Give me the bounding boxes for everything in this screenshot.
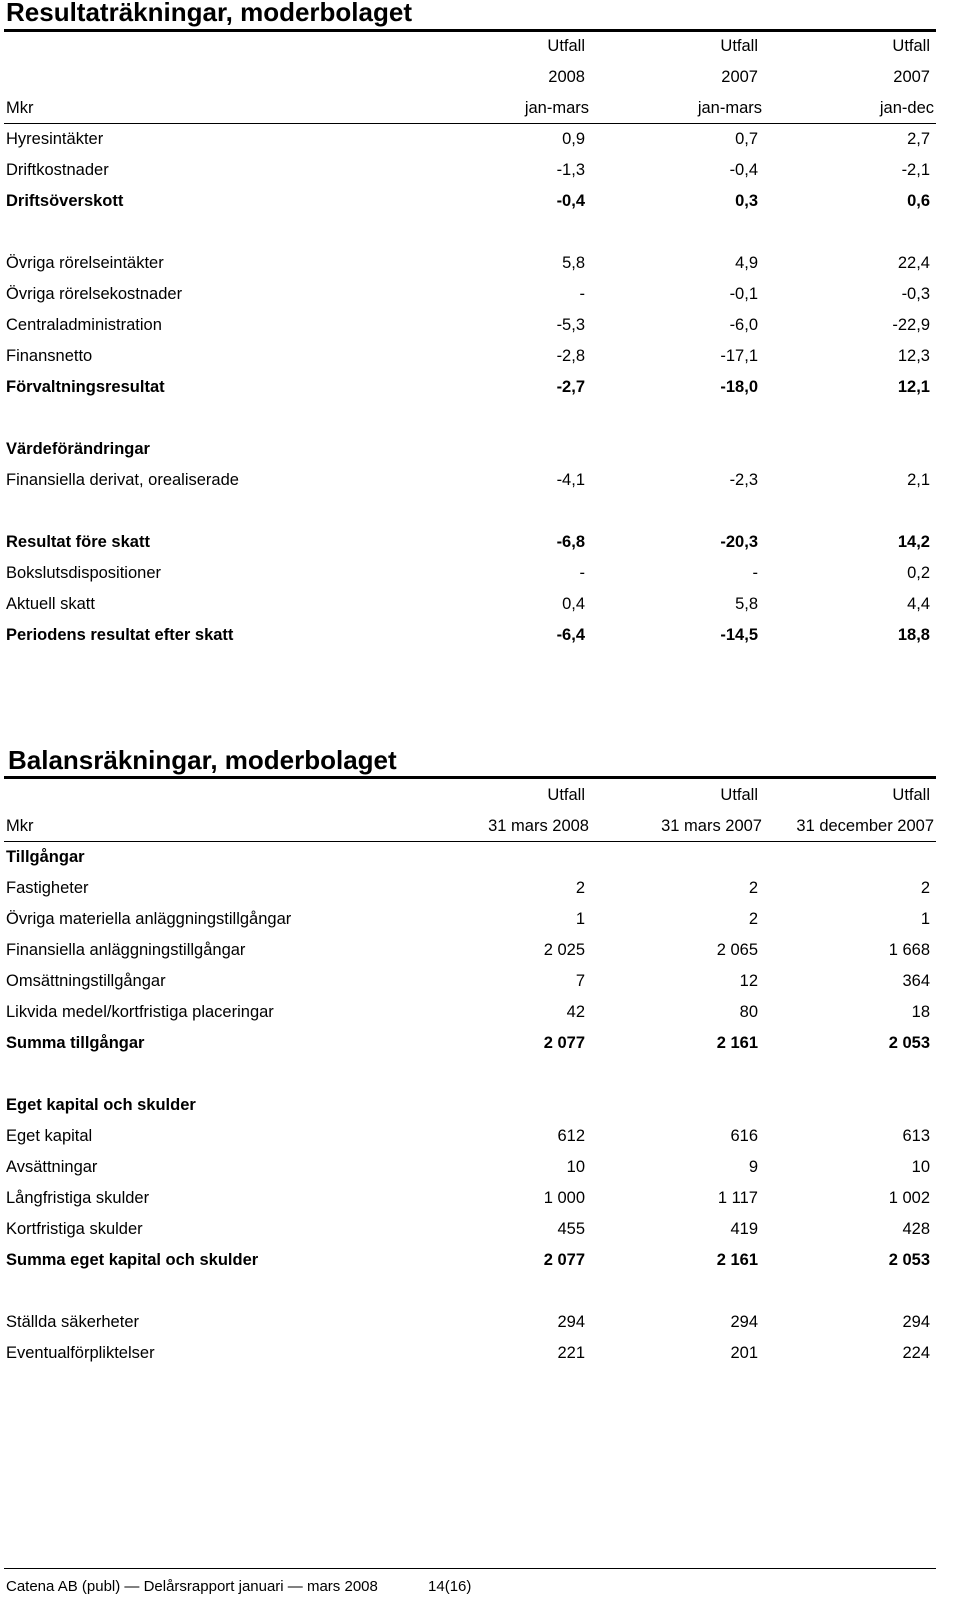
cell: 2 161 [716,1251,758,1269]
cell: 1 [575,910,585,928]
row-label: Långfristiga skulder [6,1189,150,1207]
header-cell: jan-dec [879,99,934,117]
footer-page-number: 14(16) [428,1578,472,1595]
row-label: Finansnetto [6,347,93,365]
spacer-row [0,496,960,527]
row-label: Hyresintäkter [6,130,104,148]
table-row [0,1152,960,1183]
row-label: Aktuell skatt [6,595,95,613]
cell: 2 065 [716,941,758,959]
table-row [0,935,960,966]
spacer-row [0,217,960,248]
cell: 294 [902,1313,930,1331]
table-row [0,186,960,217]
cell: 12 [739,972,758,990]
row-label: Likvida medel/kortfristiga placeringar [6,1003,274,1021]
header-cell: 2007 [721,68,758,86]
cell: -6,4 [556,626,585,644]
income-header-row [0,62,960,93]
section-heading-row [0,842,960,873]
cell: - [579,564,585,582]
cell: 0,7 [735,130,758,148]
cell: -0,3 [901,285,930,303]
cell: 224 [902,1344,930,1362]
cell: 364 [902,972,930,990]
cell: 2 [920,879,930,897]
footer-company: Catena AB (publ) — Delårsrapport januari — mars 2008 [6,1578,378,1595]
cell: 294 [730,1313,758,1331]
cell: 4,4 [907,595,930,613]
section-heading-row [0,1090,960,1121]
section-heading-row [0,434,960,465]
cell: 9 [748,1158,758,1176]
cell: 2 053 [888,1251,930,1269]
cell: 2 077 [543,1034,585,1052]
header-cell: 31 mars 2007 [661,817,762,835]
row-label: Bokslutsdispositioner [6,564,161,582]
cell: - [579,285,585,303]
header-cell: Utfall [720,786,758,804]
row-label: Förvaltningsresultat [6,378,165,396]
cell: -2,1 [901,161,930,179]
cell: -18,0 [720,378,758,396]
table-row [0,1307,960,1338]
section-heading: Tillgångar [6,848,85,866]
cell: 616 [730,1127,758,1145]
cell: 22,4 [897,254,930,272]
cell: -6,0 [729,316,758,334]
cell: -20,3 [720,533,758,551]
cell: 5,8 [562,254,585,272]
header-cell: 31 december 2007 [796,817,934,835]
cell: 1 [920,910,930,928]
cell: 5,8 [735,595,758,613]
table-row [0,155,960,186]
cell: 2 [748,879,758,897]
table-row [0,372,960,403]
row-label: Ställda säkerheter [6,1313,139,1331]
balance-title-rule [4,776,936,779]
header-cell: Utfall [547,786,585,804]
header-cell: 2007 [893,68,930,86]
cell: 10 [566,1158,585,1176]
cell: 294 [557,1313,585,1331]
page-footer [6,1577,471,1597]
cell: -17,1 [720,347,758,365]
cell: 0,2 [907,564,930,582]
cell: 2,7 [907,130,930,148]
cell: -14,5 [720,626,758,644]
cell: 428 [902,1220,930,1238]
cell: 2 025 [543,941,585,959]
table-row [0,248,960,279]
cell: 201 [730,1344,758,1362]
row-label: Övriga rörelseintäkter [6,254,164,272]
income-table [0,31,960,651]
cell: -0,4 [729,161,758,179]
table-row [0,341,960,372]
table-row [0,904,960,935]
row-label: Driftsöverskott [6,192,124,210]
header-label: Mkr [6,99,34,117]
header-cell: 31 mars 2008 [488,817,589,835]
cell: 221 [557,1344,585,1362]
section-heading: Eget kapital och skulder [6,1096,196,1114]
income-header-row [4,93,936,124]
cell: 1 000 [543,1189,585,1207]
table-row [0,966,960,997]
cell: 7 [575,972,585,990]
cell: 2 053 [888,1034,930,1052]
table-row [0,1183,960,1214]
cell: 18 [911,1003,930,1021]
table-row [0,558,960,589]
table-row [0,527,960,558]
row-label: Summa eget kapital och skulder [6,1251,259,1269]
cell: 4,9 [735,254,758,272]
row-label: Övriga rörelsekostnader [6,285,183,303]
cell: 12,1 [897,378,930,396]
table-row [0,997,960,1028]
cell: 1 668 [888,941,930,959]
spacer-row [0,403,960,434]
cell: -0,1 [729,285,758,303]
cell: 12,3 [897,347,930,365]
balance-table [0,780,960,1369]
cell: 18,8 [897,626,930,644]
row-label: Avsättningar [6,1158,98,1176]
cell: 14,2 [897,533,930,551]
table-row [0,279,960,310]
footer-rule [4,1568,936,1569]
row-label: Driftkostnader [6,161,109,179]
row-label: Finansiella anläggningstillgångar [6,941,246,959]
header-label: Mkr [6,817,34,835]
balance-header-row [4,811,936,842]
cell: -2,7 [556,378,585,396]
row-label: Centraladministration [6,316,162,334]
cell: 42 [566,1003,585,1021]
cell: 80 [739,1003,758,1021]
table-row [0,589,960,620]
header-cell: 2008 [548,68,585,86]
row-label: Fastigheter [6,879,89,897]
cell: 419 [730,1220,758,1238]
table-row [0,1028,960,1059]
cell: -2,8 [556,347,585,365]
balance-sheet-title: Balansräkningar, moderbolaget [8,745,397,775]
income-header-row [0,31,960,62]
header-cell: Utfall [892,37,930,55]
cell: 0,4 [562,595,585,613]
cell: -22,9 [892,316,930,334]
table-row [0,124,960,155]
table-row [0,465,960,496]
section-heading: Värdeförändringar [6,440,150,458]
table-row [0,310,960,341]
cell: 0,6 [907,192,930,210]
header-cell: Utfall [720,37,758,55]
row-label: Omsättningstillgångar [6,972,166,990]
cell: 2,1 [907,471,930,489]
cell: 613 [902,1127,930,1145]
cell: 0,9 [562,130,585,148]
table-row [0,1338,960,1369]
balance-header-row [0,780,960,811]
cell: -6,8 [556,533,585,551]
cell: -2,3 [729,471,758,489]
spacer-row [0,1059,960,1090]
spacer-row [0,1276,960,1307]
row-label: Resultat före skatt [6,533,150,551]
row-label: Övriga materiella anläggningstillgångar [6,910,292,928]
cell: 612 [557,1127,585,1145]
row-label: Summa tillgångar [6,1034,145,1052]
cell: 10 [911,1158,930,1176]
table-row [0,1121,960,1152]
income-statement-title: Resultaträkningar, moderbolaget [6,0,412,27]
row-label: Eventualförpliktelser [6,1344,155,1362]
row-label: Eget kapital [6,1127,93,1145]
header-cell: Utfall [547,37,585,55]
cell: 1 002 [888,1189,930,1207]
table-row [0,1214,960,1245]
row-label: Kortfristiga skulder [6,1220,143,1238]
cell: -5,3 [556,316,585,334]
header-cell: Utfall [892,786,930,804]
cell: 2 077 [543,1251,585,1269]
cell: 1 117 [717,1189,758,1207]
cell: 2 [575,879,585,897]
cell: - [752,564,758,582]
cell: 2 [748,910,758,928]
header-cell: jan-mars [524,99,589,117]
row-label: Finansiella derivat, orealiserade [6,471,239,489]
cell: -4,1 [556,471,585,489]
table-row [0,1245,960,1276]
table-row [0,873,960,904]
header-cell: jan-mars [697,99,762,117]
table-row [0,620,960,651]
row-label: Periodens resultat efter skatt [6,626,234,644]
cell: 455 [557,1220,585,1238]
cell: 2 161 [716,1034,758,1052]
cell: 0,3 [735,192,758,210]
cell: -1,3 [556,161,585,179]
cell: -0,4 [556,192,585,210]
